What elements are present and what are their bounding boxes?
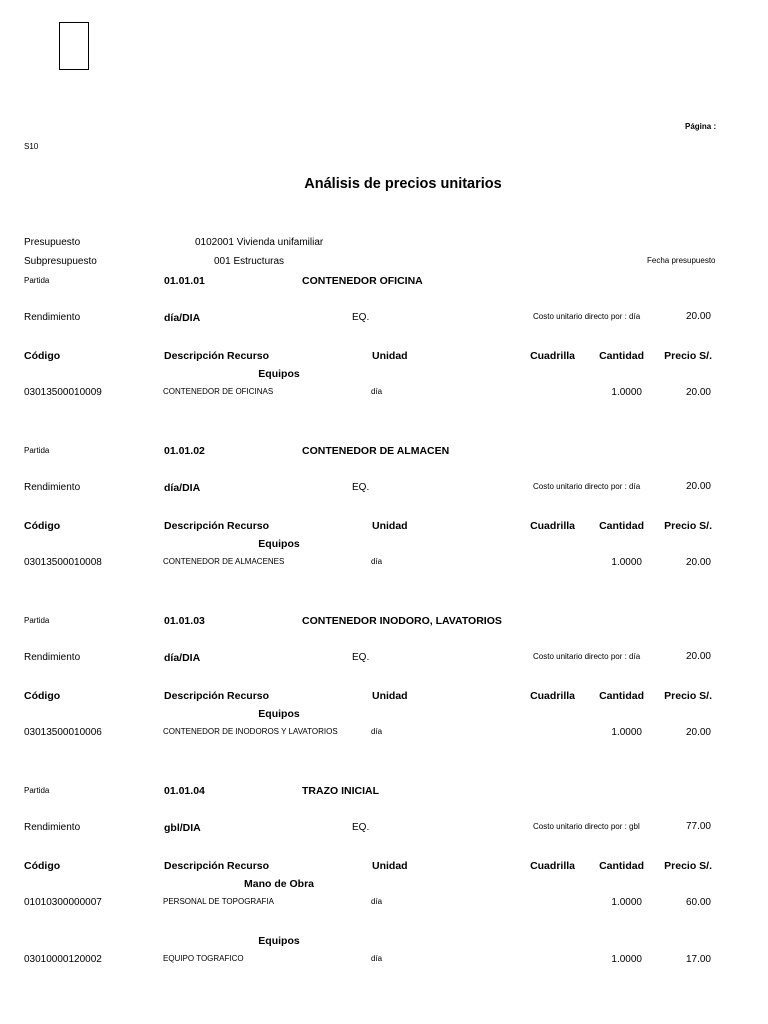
pagina-label: Página :: [685, 122, 717, 131]
presupuesto-label: Presupuesto: [24, 237, 81, 248]
resource-group-label: Equipos: [258, 538, 300, 550]
resource-price: 20.00: [685, 727, 711, 738]
partida-name: CONTENEDOR OFICINA: [302, 275, 423, 287]
costo-unitario-label: Costo unitario directo por : día: [533, 652, 641, 661]
column-header-precio: Precio S/.: [664, 690, 712, 702]
page-title: Análisis de precios unitarios: [304, 176, 502, 192]
partida-code: 01.01.01: [164, 275, 205, 287]
resource-unit: día: [371, 557, 383, 566]
column-header-codigo: Código: [24, 860, 61, 872]
resource-price: 20.00: [685, 387, 711, 398]
costo-unitario-value: 20.00: [685, 651, 711, 662]
costo-unitario-value: 20.00: [685, 311, 711, 322]
column-header-cuadrilla: Cuadrilla: [530, 860, 575, 872]
resource-code: 01010300000007: [24, 897, 102, 908]
resource-description: PERSONAL DE TOPOGRAFIA: [163, 897, 274, 906]
resource-unit: día: [371, 387, 383, 396]
rendimiento-label: Rendimiento: [24, 822, 81, 833]
rendimiento-value: día/DIA: [164, 482, 201, 494]
column-header-precio: Precio S/.: [664, 520, 712, 532]
column-header-unidad: Unidad: [372, 520, 408, 532]
resource-unit: día: [371, 954, 383, 963]
column-header-cuadrilla: Cuadrilla: [530, 690, 575, 702]
resource-price: 20.00: [685, 557, 711, 568]
system-code: S10: [24, 142, 39, 151]
column-header-cantidad: Cantidad: [599, 690, 644, 702]
resource-quantity: 1.0000: [611, 387, 642, 398]
column-header-cantidad: Cantidad: [599, 350, 644, 362]
rendimiento-value: gbl/DIA: [164, 822, 201, 834]
costo-unitario-label: Costo unitario directo por : gbl: [533, 822, 640, 831]
column-header-cantidad: Cantidad: [599, 520, 644, 532]
partida-code: 01.01.02: [164, 445, 205, 457]
resource-unit: día: [371, 897, 383, 906]
resource-code: 03013500010008: [24, 557, 102, 568]
eq-label: EQ.: [352, 312, 370, 323]
presupuesto-value: 0102001 Vivienda unifamiliar: [195, 237, 324, 248]
resource-quantity: 1.0000: [611, 557, 642, 568]
partida-label: Partida: [24, 446, 50, 455]
column-header-precio: Precio S/.: [664, 350, 712, 362]
column-header-descripcion: Descripción Recurso: [164, 690, 270, 702]
page-frame-box: [59, 22, 89, 70]
partida-name: CONTENEDOR DE ALMACEN: [302, 445, 450, 457]
column-header-cuadrilla: Cuadrilla: [530, 520, 575, 532]
resource-description: EQUIPO TOGRAFICO: [163, 954, 244, 963]
resource-quantity: 1.0000: [611, 727, 642, 738]
partida-name: CONTENEDOR INODORO, LAVATORIOS: [302, 615, 502, 627]
resource-price: 17.00: [685, 954, 711, 965]
resource-quantity: 1.0000: [611, 954, 642, 965]
subpresupuesto-value: 001 Estructuras: [214, 256, 285, 267]
rendimiento-label: Rendimiento: [24, 482, 81, 493]
eq-label: EQ.: [352, 652, 370, 663]
column-header-precio: Precio S/.: [664, 860, 712, 872]
resource-group-label: Equipos: [258, 368, 300, 380]
partida-name: TRAZO INICIAL: [302, 785, 379, 797]
column-header-descripcion: Descripción Recurso: [164, 350, 270, 362]
column-header-codigo: Código: [24, 690, 61, 702]
fecha-presupuesto-label: Fecha presupuesto: [647, 256, 716, 265]
costo-unitario-value: 77.00: [685, 821, 711, 832]
resource-unit: día: [371, 727, 383, 736]
resource-quantity: 1.0000: [611, 897, 642, 908]
partida-label: Partida: [24, 276, 50, 285]
resource-group-label: Equipos: [258, 708, 300, 720]
column-header-descripcion: Descripción Recurso: [164, 520, 270, 532]
resource-description: CONTENEDOR DE ALMACENES: [163, 557, 285, 566]
resource-description: CONTENEDOR DE INODOROS Y LAVATORIOS: [163, 727, 338, 736]
partida-label: Partida: [24, 786, 50, 795]
resource-code: 03013500010009: [24, 387, 102, 398]
column-header-cantidad: Cantidad: [599, 860, 644, 872]
eq-label: EQ.: [352, 482, 370, 493]
column-header-codigo: Código: [24, 350, 61, 362]
costo-unitario-label: Costo unitario directo por : día: [533, 312, 641, 321]
column-header-codigo: Código: [24, 520, 61, 532]
resource-price: 60.00: [685, 897, 711, 908]
resource-group-label: Mano de Obra: [243, 878, 314, 890]
resource-description: CONTENEDOR DE OFICINAS: [163, 387, 274, 396]
costo-unitario-label: Costo unitario directo por : día: [533, 482, 641, 491]
eq-label: EQ.: [352, 822, 370, 833]
rendimiento-value: día/DIA: [164, 652, 201, 664]
subpresupuesto-label: Subpresupuesto: [24, 256, 97, 267]
column-header-unidad: Unidad: [372, 350, 408, 362]
resource-code: 03010000120002: [24, 954, 102, 965]
rendimiento-value: día/DIA: [164, 312, 201, 324]
resource-code: 03013500010006: [24, 727, 102, 738]
column-header-unidad: Unidad: [372, 860, 408, 872]
costo-unitario-value: 20.00: [685, 481, 711, 492]
partida-label: Partida: [24, 616, 50, 625]
column-header-cuadrilla: Cuadrilla: [530, 350, 575, 362]
partida-code: 01.01.03: [164, 615, 205, 627]
resource-group-label: Equipos: [258, 935, 300, 947]
rendimiento-label: Rendimiento: [24, 312, 81, 323]
column-header-descripcion: Descripción Recurso: [164, 860, 270, 872]
partida-code: 01.01.04: [164, 785, 205, 797]
column-header-unidad: Unidad: [372, 690, 408, 702]
rendimiento-label: Rendimiento: [24, 652, 81, 663]
